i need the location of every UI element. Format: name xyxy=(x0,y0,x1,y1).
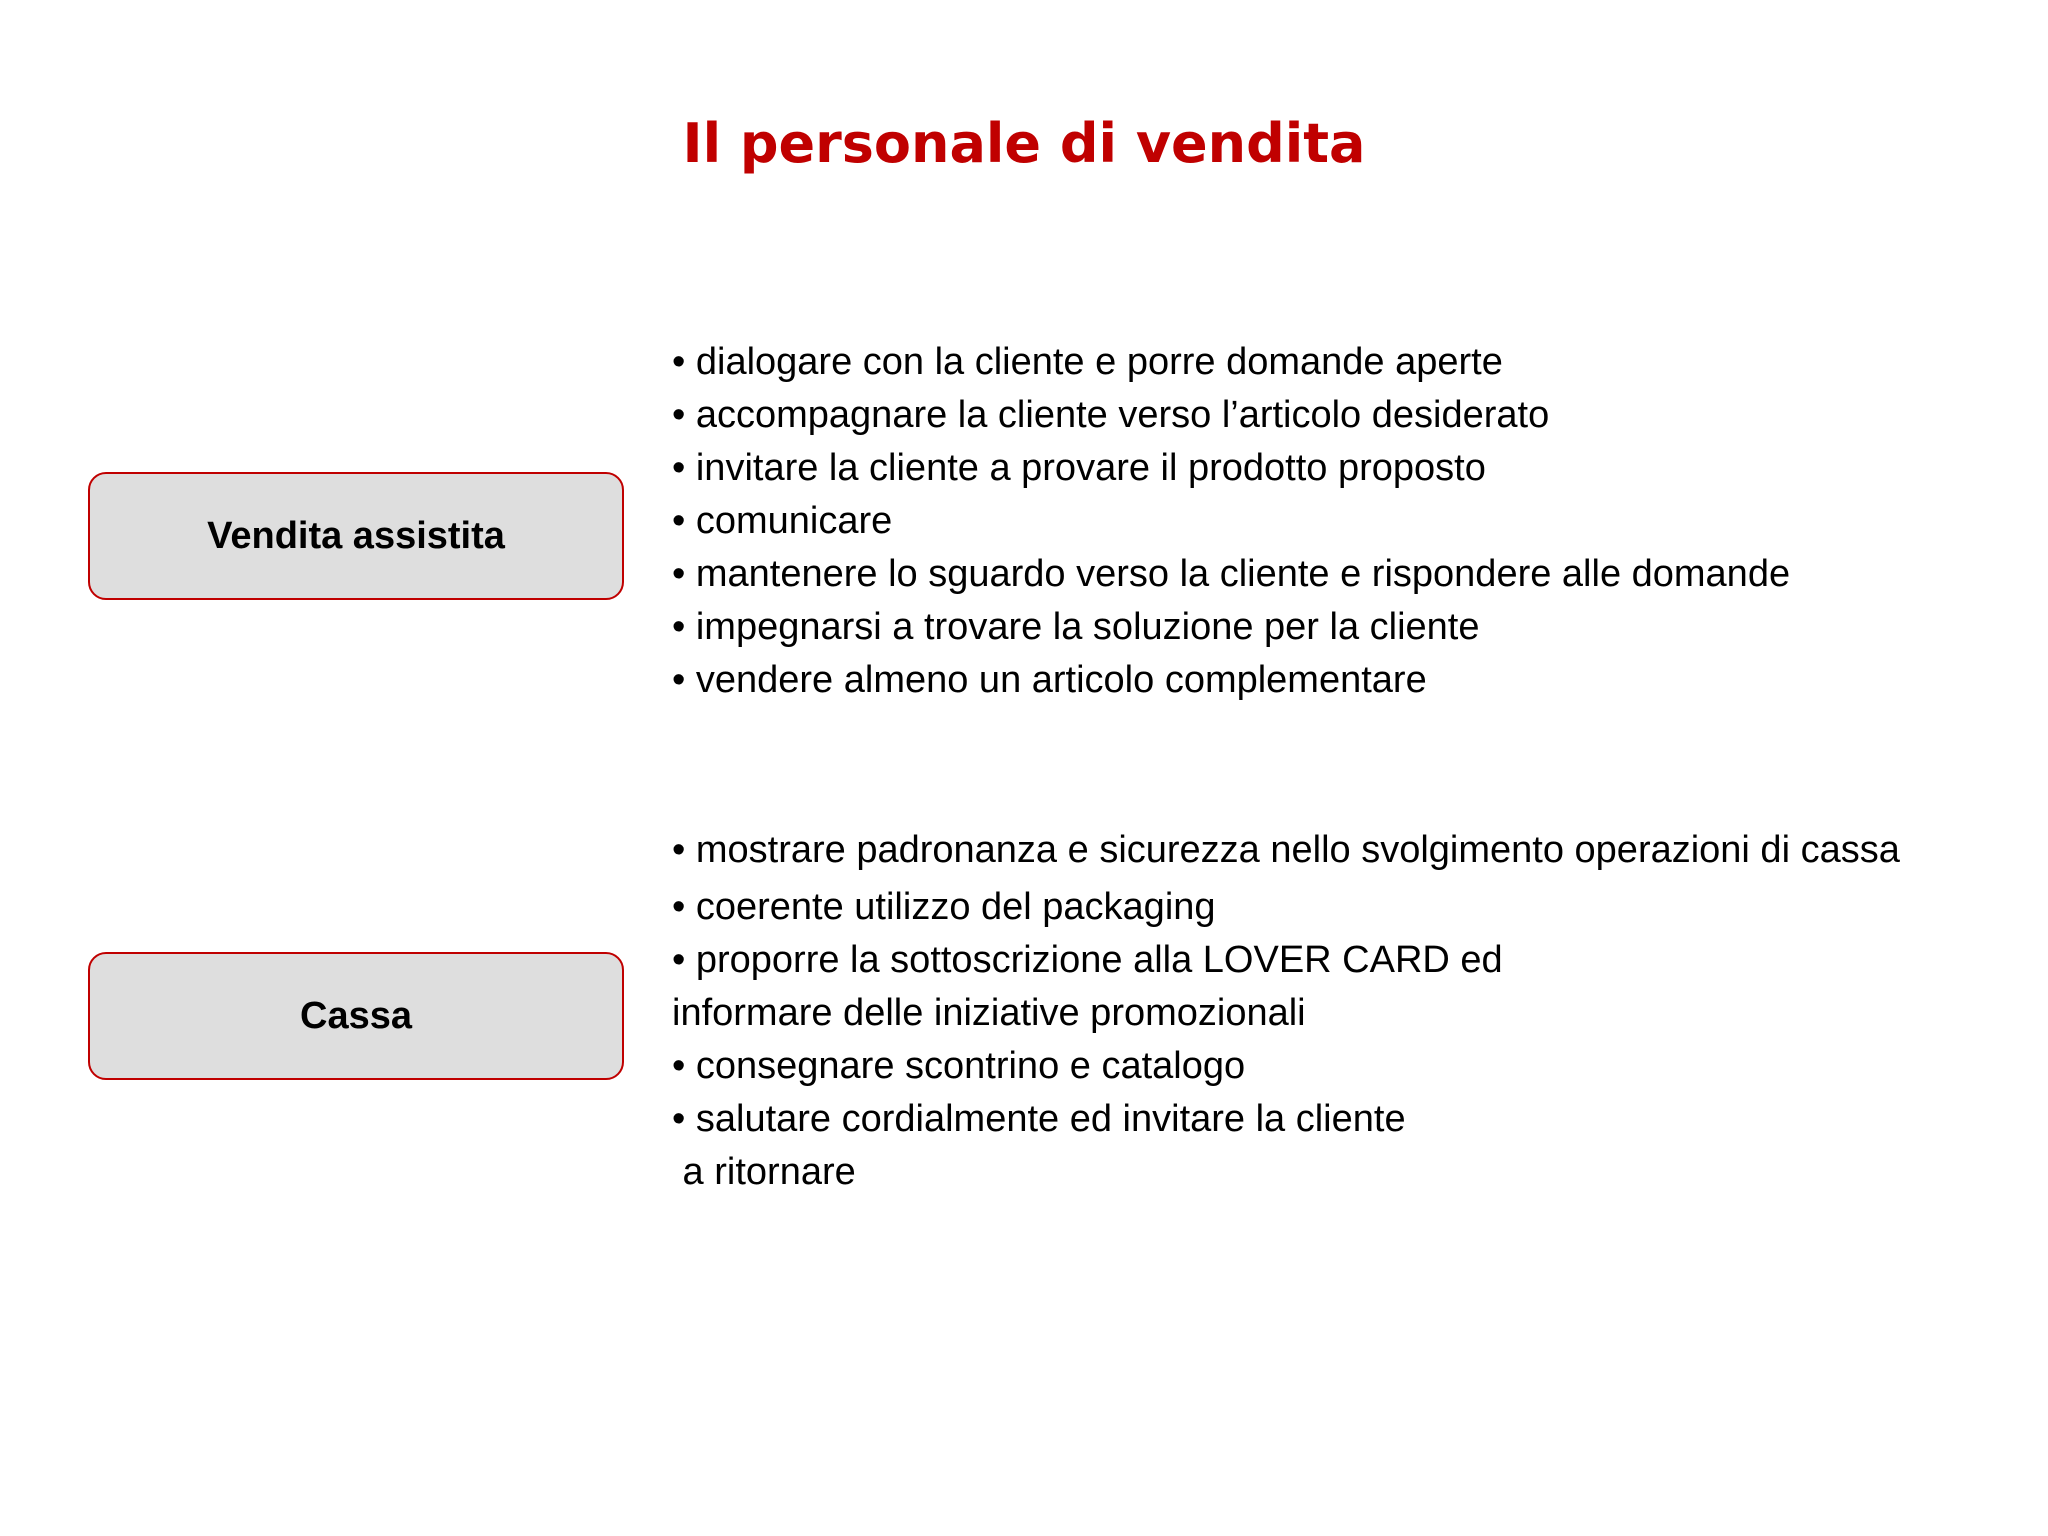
list-item: • salutare cordialmente ed invitare la cliente xyxy=(672,1098,1406,1140)
bullet-list-vendita-assistita xyxy=(672,336,1972,707)
section-box-vendita-assistita xyxy=(88,472,624,600)
list-item: • mostrare padronanza e sicurezza nello svolgimento operazioni di cassa xyxy=(672,829,1900,871)
list-item: • comunicare xyxy=(672,500,893,542)
list-item: • vendere almeno un articolo complementare xyxy=(672,659,1427,701)
list-item: • proporre la sottoscrizione alla LOVER CARD ed xyxy=(672,939,1503,981)
list-item: informare delle iniziative promozionali xyxy=(672,992,1306,1034)
list-item: • coerente utilizzo del packaging xyxy=(672,886,1216,928)
list-item: • mantenere lo sguardo verso la cliente e rispondere alle domande xyxy=(672,553,1791,595)
bullet-list-cassa xyxy=(672,828,1972,1199)
section-box-cassa xyxy=(88,952,624,1080)
list-item: • consegnare scontrino e catalogo xyxy=(672,1045,1246,1087)
page-title: Il personale di vendita xyxy=(682,112,1366,175)
list-item: • invitare la cliente a provare il prodotto proposto xyxy=(672,447,1486,489)
section-label-cassa: Cassa xyxy=(300,994,412,1037)
section-label-vendita-assistita: Vendita assistita xyxy=(207,514,505,557)
list-item: • dialogare con la cliente e porre domande aperte xyxy=(672,341,1503,383)
list-item: • accompagnare la cliente verso l’articolo desiderato xyxy=(672,394,1550,436)
list-item: • impegnarsi a trovare la soluzione per la cliente xyxy=(672,606,1480,648)
list-item: a ritornare xyxy=(672,1151,856,1193)
